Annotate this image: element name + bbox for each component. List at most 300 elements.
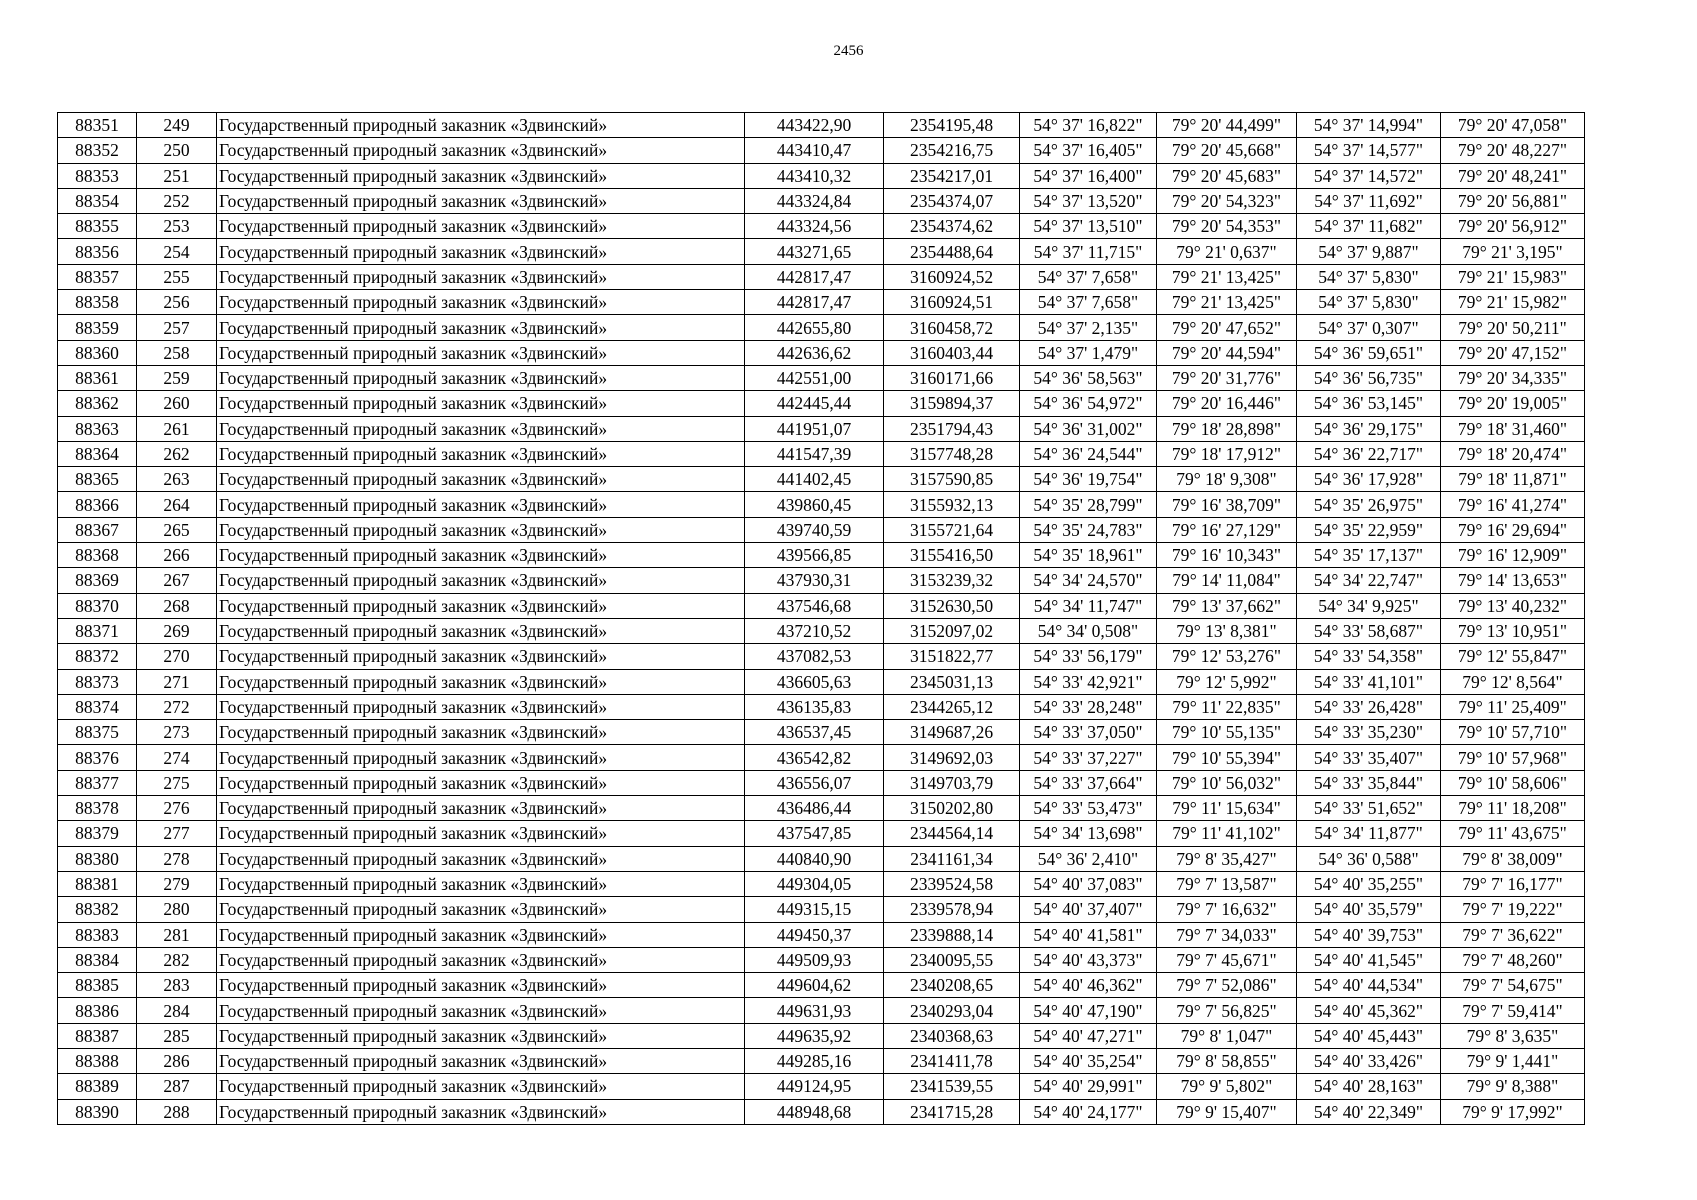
table-row xyxy=(58,365,1585,390)
territory-name-cell: Государственный природный заказник «Здвинский» xyxy=(217,290,745,315)
x-coordinate-cell: 442655,80 xyxy=(745,315,884,340)
latitude-2-cell: 54° 40' 28,163" xyxy=(1297,1074,1441,1099)
table-row xyxy=(58,441,1585,466)
table-row xyxy=(58,1023,1585,1048)
y-coordinate-cell: 3160924,52 xyxy=(884,264,1020,289)
latitude-1-cell: 54° 33' 42,921" xyxy=(1020,669,1157,694)
point-number-cell: 274 xyxy=(137,745,217,770)
record-number-cell: 88362 xyxy=(58,391,137,416)
longitude-2-cell: 79° 10' 57,968" xyxy=(1441,745,1585,770)
x-coordinate-cell: 442636,62 xyxy=(745,340,884,365)
longitude-1-cell: 79° 10' 56,032" xyxy=(1157,770,1297,795)
table-row xyxy=(58,315,1585,340)
record-number-cell: 88389 xyxy=(58,1074,137,1099)
table-row xyxy=(58,416,1585,441)
latitude-1-cell: 54° 35' 24,783" xyxy=(1020,517,1157,542)
territory-name-cell: Государственный природный заказник «Здвинский» xyxy=(217,1023,745,1048)
y-coordinate-cell: 3155721,64 xyxy=(884,517,1020,542)
point-number-cell: 260 xyxy=(137,391,217,416)
latitude-2-cell: 54° 37' 5,830" xyxy=(1297,264,1441,289)
y-coordinate-cell: 2354374,62 xyxy=(884,214,1020,239)
longitude-2-cell: 79° 12' 55,847" xyxy=(1441,644,1585,669)
table-row xyxy=(58,947,1585,972)
longitude-1-cell: 79° 20' 54,353" xyxy=(1157,214,1297,239)
x-coordinate-cell: 443422,90 xyxy=(745,113,884,138)
table-row xyxy=(58,214,1585,239)
x-coordinate-cell: 441402,45 xyxy=(745,467,884,492)
longitude-1-cell: 79° 13' 8,381" xyxy=(1157,618,1297,643)
point-number-cell: 278 xyxy=(137,846,217,871)
latitude-2-cell: 54° 40' 22,349" xyxy=(1297,1099,1441,1124)
latitude-2-cell: 54° 37' 5,830" xyxy=(1297,290,1441,315)
x-coordinate-cell: 441547,39 xyxy=(745,441,884,466)
longitude-2-cell: 79° 16' 41,274" xyxy=(1441,492,1585,517)
latitude-1-cell: 54° 36' 54,972" xyxy=(1020,391,1157,416)
y-coordinate-cell: 3159894,37 xyxy=(884,391,1020,416)
point-number-cell: 286 xyxy=(137,1048,217,1073)
latitude-2-cell: 54° 40' 33,426" xyxy=(1297,1048,1441,1073)
point-number-cell: 259 xyxy=(137,365,217,390)
latitude-2-cell: 54° 37' 11,682" xyxy=(1297,214,1441,239)
latitude-1-cell: 54° 40' 24,177" xyxy=(1020,1099,1157,1124)
territory-name-cell: Государственный природный заказник «Здвинский» xyxy=(217,1099,745,1124)
point-number-cell: 270 xyxy=(137,644,217,669)
y-coordinate-cell: 2339524,58 xyxy=(884,871,1020,896)
y-coordinate-cell: 3160924,51 xyxy=(884,290,1020,315)
latitude-2-cell: 54° 33' 35,230" xyxy=(1297,720,1441,745)
point-number-cell: 276 xyxy=(137,796,217,821)
longitude-1-cell: 79° 14' 11,084" xyxy=(1157,568,1297,593)
territory-name-cell: Государственный природный заказник «Здвинский» xyxy=(217,669,745,694)
territory-name-cell: Государственный природный заказник «Здвинский» xyxy=(217,846,745,871)
y-coordinate-cell: 2351794,43 xyxy=(884,416,1020,441)
latitude-2-cell: 54° 33' 35,407" xyxy=(1297,745,1441,770)
latitude-2-cell: 54° 34' 22,747" xyxy=(1297,568,1441,593)
y-coordinate-cell: 2354216,75 xyxy=(884,138,1020,163)
table-row xyxy=(58,138,1585,163)
latitude-2-cell: 54° 35' 17,137" xyxy=(1297,543,1441,568)
y-coordinate-cell: 3152097,02 xyxy=(884,618,1020,643)
latitude-2-cell: 54° 37' 0,307" xyxy=(1297,315,1441,340)
longitude-1-cell: 79° 9' 5,802" xyxy=(1157,1074,1297,1099)
longitude-1-cell: 79° 9' 15,407" xyxy=(1157,1099,1297,1124)
record-number-cell: 88351 xyxy=(58,113,137,138)
x-coordinate-cell: 436605,63 xyxy=(745,669,884,694)
record-number-cell: 88386 xyxy=(58,998,137,1023)
record-number-cell: 88368 xyxy=(58,543,137,568)
longitude-1-cell: 79° 13' 37,662" xyxy=(1157,593,1297,618)
territory-name-cell: Государственный природный заказник «Здвинский» xyxy=(217,264,745,289)
longitude-2-cell: 79° 10' 57,710" xyxy=(1441,720,1585,745)
table-row xyxy=(58,543,1585,568)
y-coordinate-cell: 3150202,80 xyxy=(884,796,1020,821)
y-coordinate-cell: 3149703,79 xyxy=(884,770,1020,795)
longitude-2-cell: 79° 20' 56,881" xyxy=(1441,188,1585,213)
x-coordinate-cell: 439566,85 xyxy=(745,543,884,568)
territory-name-cell: Государственный природный заказник «Здвинский» xyxy=(217,315,745,340)
x-coordinate-cell: 443410,32 xyxy=(745,163,884,188)
y-coordinate-cell: 2341715,28 xyxy=(884,1099,1020,1124)
longitude-1-cell: 79° 20' 47,652" xyxy=(1157,315,1297,340)
point-number-cell: 262 xyxy=(137,441,217,466)
table-row xyxy=(58,163,1585,188)
longitude-2-cell: 79° 12' 8,564" xyxy=(1441,669,1585,694)
longitude-1-cell: 79° 7' 52,086" xyxy=(1157,973,1297,998)
record-number-cell: 88372 xyxy=(58,644,137,669)
table-row xyxy=(58,821,1585,846)
y-coordinate-cell: 2344265,12 xyxy=(884,694,1020,719)
longitude-2-cell: 79° 11' 18,208" xyxy=(1441,796,1585,821)
table-row xyxy=(58,973,1585,998)
latitude-1-cell: 54° 36' 58,563" xyxy=(1020,365,1157,390)
longitude-2-cell: 79° 7' 54,675" xyxy=(1441,973,1585,998)
page-number: 2456 xyxy=(833,43,864,59)
latitude-2-cell: 54° 33' 51,652" xyxy=(1297,796,1441,821)
latitude-1-cell: 54° 34' 11,747" xyxy=(1020,593,1157,618)
longitude-2-cell: 79° 20' 19,005" xyxy=(1441,391,1585,416)
point-number-cell: 269 xyxy=(137,618,217,643)
x-coordinate-cell: 449635,92 xyxy=(745,1023,884,1048)
table-row xyxy=(58,239,1585,264)
point-number-cell: 251 xyxy=(137,163,217,188)
record-number-cell: 88385 xyxy=(58,973,137,998)
table-row xyxy=(58,391,1585,416)
table-row xyxy=(58,593,1585,618)
point-number-cell: 264 xyxy=(137,492,217,517)
territory-name-cell: Государственный природный заказник «Здвинский» xyxy=(217,365,745,390)
latitude-1-cell: 54° 33' 37,227" xyxy=(1020,745,1157,770)
record-number-cell: 88379 xyxy=(58,821,137,846)
x-coordinate-cell: 437082,53 xyxy=(745,644,884,669)
latitude-2-cell: 54° 40' 41,545" xyxy=(1297,947,1441,972)
y-coordinate-cell: 2340293,04 xyxy=(884,998,1020,1023)
latitude-2-cell: 54° 33' 54,358" xyxy=(1297,644,1441,669)
latitude-2-cell: 54° 36' 56,735" xyxy=(1297,365,1441,390)
longitude-2-cell: 79° 21' 15,983" xyxy=(1441,264,1585,289)
y-coordinate-cell: 3153239,32 xyxy=(884,568,1020,593)
latitude-1-cell: 54° 40' 46,362" xyxy=(1020,973,1157,998)
latitude-1-cell: 54° 40' 47,271" xyxy=(1020,1023,1157,1048)
latitude-2-cell: 54° 35' 26,975" xyxy=(1297,492,1441,517)
longitude-1-cell: 79° 20' 54,323" xyxy=(1157,188,1297,213)
x-coordinate-cell: 437930,31 xyxy=(745,568,884,593)
longitude-2-cell: 79° 14' 13,653" xyxy=(1441,568,1585,593)
longitude-2-cell: 79° 13' 10,951" xyxy=(1441,618,1585,643)
record-number-cell: 88355 xyxy=(58,214,137,239)
longitude-1-cell: 79° 7' 45,671" xyxy=(1157,947,1297,972)
longitude-2-cell: 79° 11' 43,675" xyxy=(1441,821,1585,846)
y-coordinate-cell: 2341411,78 xyxy=(884,1048,1020,1073)
table-body xyxy=(58,113,1585,1125)
table-row xyxy=(58,264,1585,289)
table-row xyxy=(58,644,1585,669)
table-row xyxy=(58,568,1585,593)
territory-name-cell: Государственный природный заказник «Здвинский» xyxy=(217,517,745,542)
latitude-1-cell: 54° 33' 56,179" xyxy=(1020,644,1157,669)
x-coordinate-cell: 442445,44 xyxy=(745,391,884,416)
record-number-cell: 88383 xyxy=(58,922,137,947)
longitude-2-cell: 79° 20' 34,335" xyxy=(1441,365,1585,390)
table-row xyxy=(58,517,1585,542)
y-coordinate-cell: 3157748,28 xyxy=(884,441,1020,466)
point-number-cell: 265 xyxy=(137,517,217,542)
record-number-cell: 88369 xyxy=(58,568,137,593)
x-coordinate-cell: 436135,83 xyxy=(745,694,884,719)
table-row xyxy=(58,340,1585,365)
record-number-cell: 88358 xyxy=(58,290,137,315)
latitude-2-cell: 54° 36' 53,145" xyxy=(1297,391,1441,416)
territory-name-cell: Государственный природный заказник «Здвинский» xyxy=(217,492,745,517)
point-number-cell: 268 xyxy=(137,593,217,618)
longitude-2-cell: 79° 9' 1,441" xyxy=(1441,1048,1585,1073)
longitude-1-cell: 79° 20' 31,776" xyxy=(1157,365,1297,390)
latitude-2-cell: 54° 36' 0,588" xyxy=(1297,846,1441,871)
record-number-cell: 88376 xyxy=(58,745,137,770)
x-coordinate-cell: 437546,68 xyxy=(745,593,884,618)
latitude-1-cell: 54° 33' 37,050" xyxy=(1020,720,1157,745)
longitude-2-cell: 79° 18' 20,474" xyxy=(1441,441,1585,466)
longitude-1-cell: 79° 21' 13,425" xyxy=(1157,290,1297,315)
record-number-cell: 88367 xyxy=(58,517,137,542)
longitude-2-cell: 79° 20' 48,241" xyxy=(1441,163,1585,188)
latitude-2-cell: 54° 40' 35,579" xyxy=(1297,897,1441,922)
table-row xyxy=(58,1048,1585,1073)
longitude-1-cell: 79° 18' 9,308" xyxy=(1157,467,1297,492)
territory-name-cell: Государственный природный заказник «Здвинский» xyxy=(217,467,745,492)
latitude-1-cell: 54° 36' 2,410" xyxy=(1020,846,1157,871)
point-number-cell: 271 xyxy=(137,669,217,694)
longitude-2-cell: 79° 18' 11,871" xyxy=(1441,467,1585,492)
territory-name-cell: Государственный природный заказник «Здвинский» xyxy=(217,618,745,643)
latitude-1-cell: 54° 34' 0,508" xyxy=(1020,618,1157,643)
table-row xyxy=(58,846,1585,871)
longitude-1-cell: 79° 18' 17,912" xyxy=(1157,441,1297,466)
y-coordinate-cell: 3157590,85 xyxy=(884,467,1020,492)
point-number-cell: 258 xyxy=(137,340,217,365)
y-coordinate-cell: 2340208,65 xyxy=(884,973,1020,998)
table-row xyxy=(58,113,1585,138)
longitude-2-cell: 79° 10' 58,606" xyxy=(1441,770,1585,795)
point-number-cell: 249 xyxy=(137,113,217,138)
longitude-1-cell: 79° 21' 13,425" xyxy=(1157,264,1297,289)
record-number-cell: 88359 xyxy=(58,315,137,340)
point-number-cell: 253 xyxy=(137,214,217,239)
territory-name-cell: Государственный природный заказник «Здвинский» xyxy=(217,922,745,947)
table-row xyxy=(58,720,1585,745)
y-coordinate-cell: 2354488,64 xyxy=(884,239,1020,264)
longitude-2-cell: 79° 7' 36,622" xyxy=(1441,922,1585,947)
longitude-2-cell: 79° 7' 16,177" xyxy=(1441,871,1585,896)
longitude-1-cell: 79° 8' 1,047" xyxy=(1157,1023,1297,1048)
latitude-2-cell: 54° 37' 14,577" xyxy=(1297,138,1441,163)
y-coordinate-cell: 2339888,14 xyxy=(884,922,1020,947)
point-number-cell: 287 xyxy=(137,1074,217,1099)
point-number-cell: 277 xyxy=(137,821,217,846)
longitude-1-cell: 79° 18' 28,898" xyxy=(1157,416,1297,441)
record-number-cell: 88390 xyxy=(58,1099,137,1124)
record-number-cell: 88354 xyxy=(58,188,137,213)
record-number-cell: 88363 xyxy=(58,416,137,441)
x-coordinate-cell: 449315,15 xyxy=(745,897,884,922)
territory-name-cell: Государственный природный заказник «Здвинский» xyxy=(217,113,745,138)
record-number-cell: 88381 xyxy=(58,871,137,896)
latitude-2-cell: 54° 37' 14,994" xyxy=(1297,113,1441,138)
y-coordinate-cell: 3149692,03 xyxy=(884,745,1020,770)
record-number-cell: 88377 xyxy=(58,770,137,795)
table-row xyxy=(58,1099,1585,1124)
x-coordinate-cell: 437210,52 xyxy=(745,618,884,643)
longitude-2-cell: 79° 21' 3,195" xyxy=(1441,239,1585,264)
x-coordinate-cell: 442817,47 xyxy=(745,290,884,315)
y-coordinate-cell: 2341539,55 xyxy=(884,1074,1020,1099)
longitude-1-cell: 79° 11' 15,634" xyxy=(1157,796,1297,821)
record-number-cell: 88382 xyxy=(58,897,137,922)
territory-name-cell: Государственный природный заказник «Здвинский» xyxy=(217,644,745,669)
x-coordinate-cell: 449285,16 xyxy=(745,1048,884,1073)
y-coordinate-cell: 2345031,13 xyxy=(884,669,1020,694)
point-number-cell: 283 xyxy=(137,973,217,998)
record-number-cell: 88370 xyxy=(58,593,137,618)
y-coordinate-cell: 3152630,50 xyxy=(884,593,1020,618)
territory-name-cell: Государственный природный заказник «Здвинский» xyxy=(217,441,745,466)
territory-name-cell: Государственный природный заказник «Здвинский» xyxy=(217,138,745,163)
record-number-cell: 88384 xyxy=(58,947,137,972)
territory-name-cell: Государственный природный заказник «Здвинский» xyxy=(217,998,745,1023)
longitude-1-cell: 79° 7' 13,587" xyxy=(1157,871,1297,896)
latitude-1-cell: 54° 36' 24,544" xyxy=(1020,441,1157,466)
longitude-1-cell: 79° 20' 45,683" xyxy=(1157,163,1297,188)
record-number-cell: 88378 xyxy=(58,796,137,821)
point-number-cell: 256 xyxy=(137,290,217,315)
x-coordinate-cell: 449604,62 xyxy=(745,973,884,998)
table-row xyxy=(58,745,1585,770)
territory-name-cell: Государственный природный заказник «Здвинский» xyxy=(217,821,745,846)
longitude-2-cell: 79° 8' 3,635" xyxy=(1441,1023,1585,1048)
latitude-1-cell: 54° 37' 7,658" xyxy=(1020,290,1157,315)
x-coordinate-cell: 448948,68 xyxy=(745,1099,884,1124)
y-coordinate-cell: 2340095,55 xyxy=(884,947,1020,972)
longitude-1-cell: 79° 20' 44,594" xyxy=(1157,340,1297,365)
latitude-1-cell: 54° 35' 28,799" xyxy=(1020,492,1157,517)
table-row xyxy=(58,871,1585,896)
latitude-1-cell: 54° 33' 53,473" xyxy=(1020,796,1157,821)
latitude-2-cell: 54° 33' 35,844" xyxy=(1297,770,1441,795)
record-number-cell: 88374 xyxy=(58,694,137,719)
longitude-1-cell: 79° 12' 53,276" xyxy=(1157,644,1297,669)
x-coordinate-cell: 436542,82 xyxy=(745,745,884,770)
territory-name-cell: Государственный природный заказник «Здвинский» xyxy=(217,340,745,365)
point-number-cell: 279 xyxy=(137,871,217,896)
territory-name-cell: Государственный природный заказник «Здвинский» xyxy=(217,871,745,896)
record-number-cell: 88352 xyxy=(58,138,137,163)
point-number-cell: 254 xyxy=(137,239,217,264)
latitude-1-cell: 54° 36' 31,002" xyxy=(1020,416,1157,441)
point-number-cell: 273 xyxy=(137,720,217,745)
record-number-cell: 88373 xyxy=(58,669,137,694)
y-coordinate-cell: 3155416,50 xyxy=(884,543,1020,568)
latitude-2-cell: 54° 40' 45,362" xyxy=(1297,998,1441,1023)
coordinates-table xyxy=(57,112,1585,1125)
y-coordinate-cell: 3149687,26 xyxy=(884,720,1020,745)
longitude-2-cell: 79° 11' 25,409" xyxy=(1441,694,1585,719)
point-number-cell: 255 xyxy=(137,264,217,289)
territory-name-cell: Государственный природный заказник «Здвинский» xyxy=(217,593,745,618)
latitude-2-cell: 54° 34' 11,877" xyxy=(1297,821,1441,846)
x-coordinate-cell: 437547,85 xyxy=(745,821,884,846)
table-row xyxy=(58,694,1585,719)
table-row xyxy=(58,897,1585,922)
x-coordinate-cell: 436537,45 xyxy=(745,720,884,745)
territory-name-cell: Государственный природный заказник «Здвинский» xyxy=(217,694,745,719)
y-coordinate-cell: 3160171,66 xyxy=(884,365,1020,390)
point-number-cell: 275 xyxy=(137,770,217,795)
point-number-cell: 288 xyxy=(137,1099,217,1124)
latitude-2-cell: 54° 33' 26,428" xyxy=(1297,694,1441,719)
longitude-2-cell: 79° 20' 56,912" xyxy=(1441,214,1585,239)
x-coordinate-cell: 442551,00 xyxy=(745,365,884,390)
longitude-1-cell: 79° 11' 41,102" xyxy=(1157,821,1297,846)
latitude-1-cell: 54° 37' 13,520" xyxy=(1020,188,1157,213)
record-number-cell: 88380 xyxy=(58,846,137,871)
point-number-cell: 266 xyxy=(137,543,217,568)
latitude-1-cell: 54° 33' 37,664" xyxy=(1020,770,1157,795)
territory-name-cell: Государственный природный заказник «Здвинский» xyxy=(217,770,745,795)
table-row xyxy=(58,796,1585,821)
latitude-1-cell: 54° 40' 41,581" xyxy=(1020,922,1157,947)
longitude-1-cell: 79° 7' 16,632" xyxy=(1157,897,1297,922)
longitude-1-cell: 79° 7' 56,825" xyxy=(1157,998,1297,1023)
y-coordinate-cell: 2354195,48 xyxy=(884,113,1020,138)
record-number-cell: 88361 xyxy=(58,365,137,390)
longitude-2-cell: 79° 20' 47,152" xyxy=(1441,340,1585,365)
latitude-1-cell: 54° 37' 11,715" xyxy=(1020,239,1157,264)
latitude-2-cell: 54° 37' 11,692" xyxy=(1297,188,1441,213)
record-number-cell: 88371 xyxy=(58,618,137,643)
latitude-2-cell: 54° 36' 59,651" xyxy=(1297,340,1441,365)
latitude-1-cell: 54° 40' 43,373" xyxy=(1020,947,1157,972)
record-number-cell: 88375 xyxy=(58,720,137,745)
point-number-cell: 263 xyxy=(137,467,217,492)
table-row xyxy=(58,669,1585,694)
x-coordinate-cell: 442817,47 xyxy=(745,264,884,289)
territory-name-cell: Государственный природный заказник «Здвинский» xyxy=(217,391,745,416)
x-coordinate-cell: 443324,56 xyxy=(745,214,884,239)
table-row xyxy=(58,188,1585,213)
table-row xyxy=(58,998,1585,1023)
x-coordinate-cell: 443410,47 xyxy=(745,138,884,163)
territory-name-cell: Государственный природный заказник «Здвинский» xyxy=(217,416,745,441)
point-number-cell: 267 xyxy=(137,568,217,593)
x-coordinate-cell: 440840,90 xyxy=(745,846,884,871)
point-number-cell: 281 xyxy=(137,922,217,947)
longitude-1-cell: 79° 16' 27,129" xyxy=(1157,517,1297,542)
table-row xyxy=(58,922,1585,947)
longitude-2-cell: 79° 20' 48,227" xyxy=(1441,138,1585,163)
latitude-2-cell: 54° 36' 22,717" xyxy=(1297,441,1441,466)
y-coordinate-cell: 2354374,07 xyxy=(884,188,1020,213)
latitude-1-cell: 54° 40' 47,190" xyxy=(1020,998,1157,1023)
latitude-2-cell: 54° 40' 35,255" xyxy=(1297,871,1441,896)
longitude-2-cell: 79° 7' 59,414" xyxy=(1441,998,1585,1023)
latitude-1-cell: 54° 37' 16,822" xyxy=(1020,113,1157,138)
territory-name-cell: Государственный природный заказник «Здвинский» xyxy=(217,1074,745,1099)
latitude-1-cell: 54° 37' 13,510" xyxy=(1020,214,1157,239)
x-coordinate-cell: 441951,07 xyxy=(745,416,884,441)
longitude-1-cell: 79° 8' 58,855" xyxy=(1157,1048,1297,1073)
latitude-2-cell: 54° 33' 58,687" xyxy=(1297,618,1441,643)
territory-name-cell: Государственный природный заказник «Здвинский» xyxy=(217,973,745,998)
x-coordinate-cell: 449304,05 xyxy=(745,871,884,896)
